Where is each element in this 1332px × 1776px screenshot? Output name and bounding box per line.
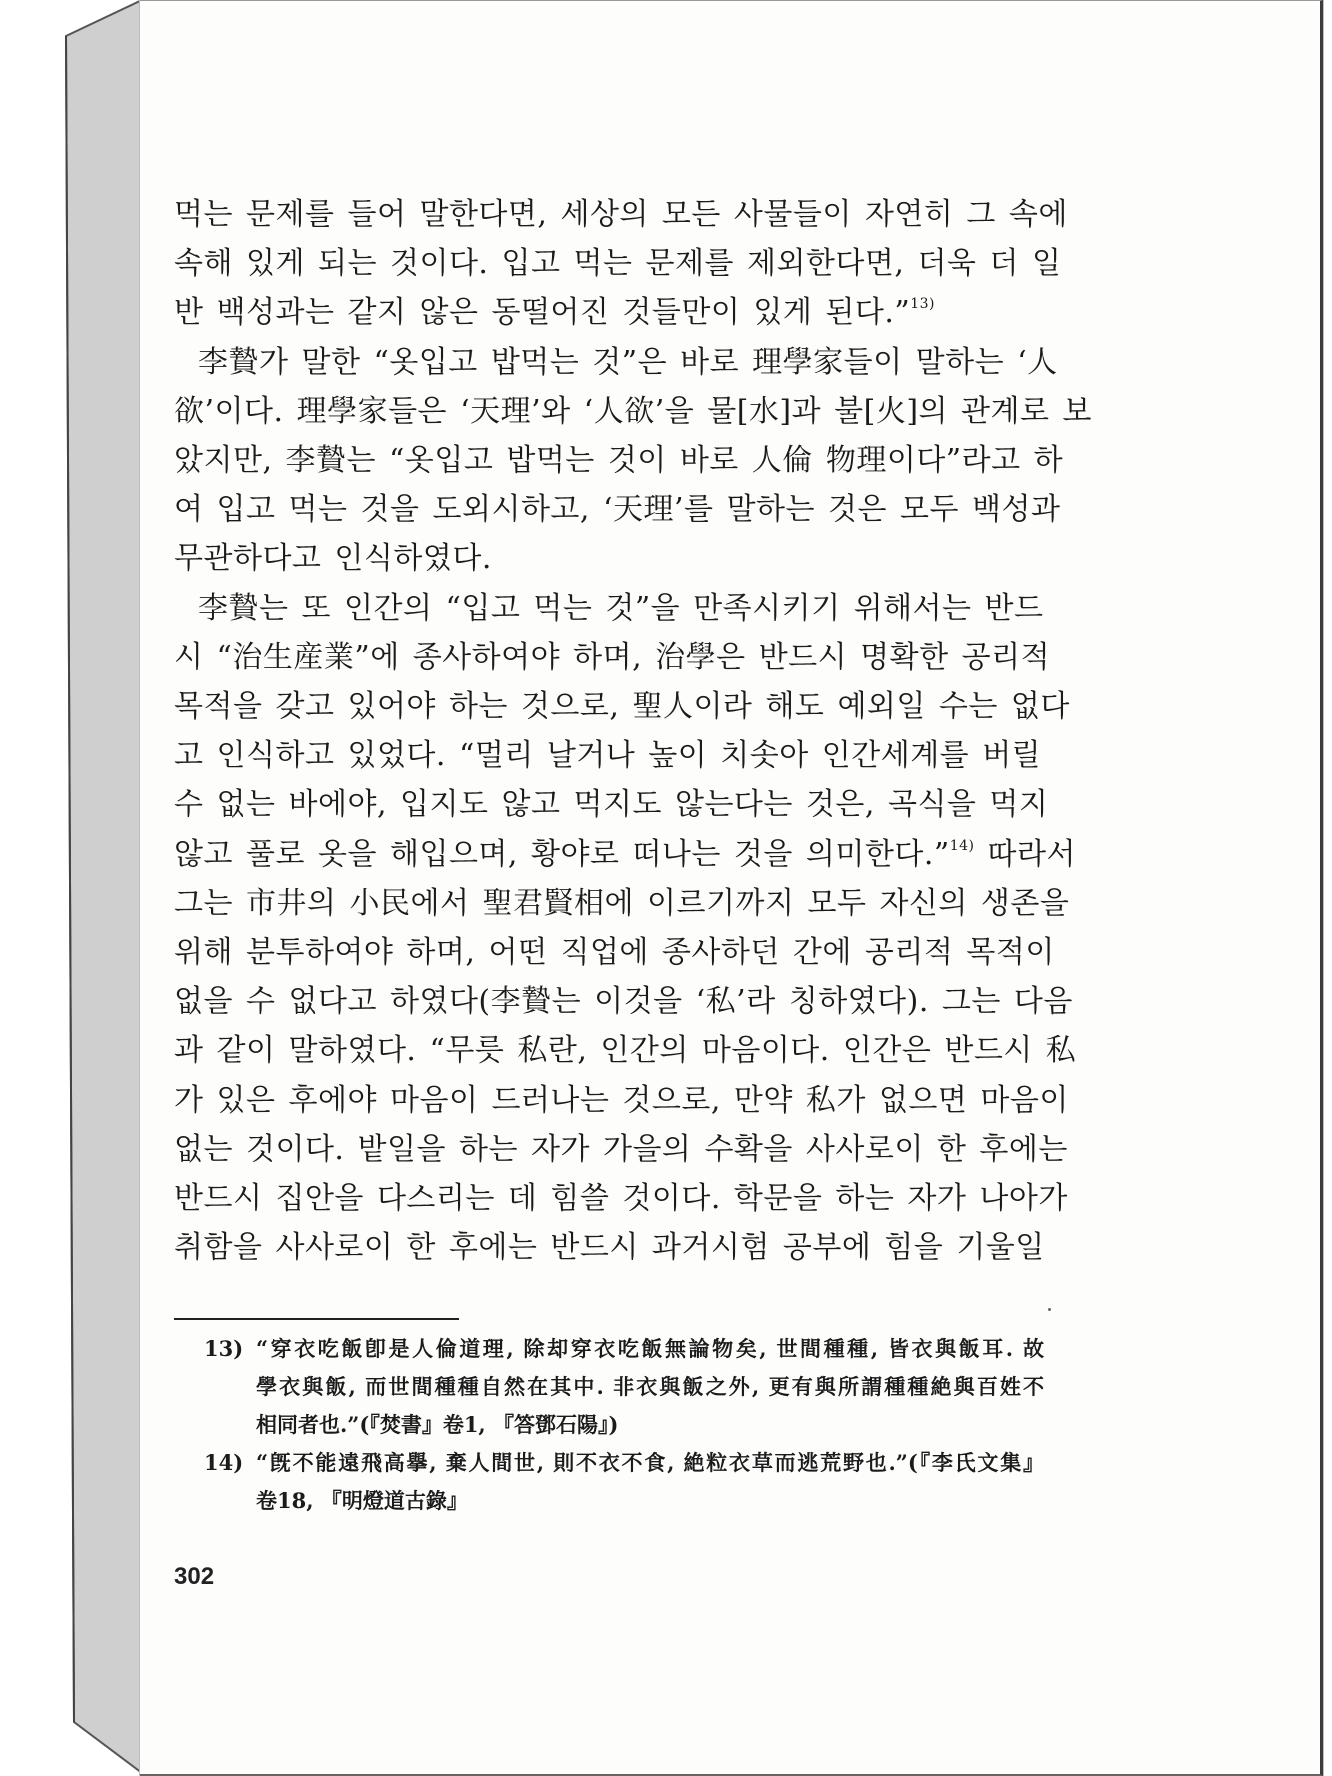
- footnote-14: [204, 1444, 1044, 1520]
- text-line: 먹는 문제를 들어 말한다면, 세상의 모든 사물들이 자연히 그 속에: [174, 197, 1068, 232]
- text-line-continuation: 따라서: [974, 836, 1076, 872]
- footnote-separator: [174, 1318, 459, 1320]
- footnote-line: 學衣與飯, 而世間種種自然在其中. 非衣與飯之外, 更有與所謂種種絶與百姓不: [256, 1374, 1044, 1399]
- text-line: 취함을 사사로이 한 후에는 반드시 과거시험 공부에 힘을 기울일: [174, 1230, 1045, 1266]
- footnote-ref-14[interactable]: 14): [949, 837, 975, 854]
- text-line: 았지만, 李贄는 “옷입고 밥먹는 것이 바로 人倫 物理이다”라고 하: [174, 443, 1064, 479]
- text-line: 李贄가 말한 “옷입고 밥먹는 것”은 바로 理學家들이 말하는 ‘人: [198, 344, 1058, 380]
- page-number: 302: [174, 1563, 215, 1590]
- text-line: 여 입고 먹는 것을 도외시하고, ‘天理’를 말하는 것은 모두 백성과: [174, 492, 1061, 528]
- footnote-line: “穿衣吃飯卽是人倫道理, 除却穿衣吃飯無論物矣, 世間種種, 皆衣與飯耳. 故: [256, 1336, 1044, 1361]
- footnote-line: 相同者也.”(『焚書』卷1, 『答鄧石陽』): [256, 1412, 619, 1437]
- text-line: 시 “治生産業”에 종사하여야 하며, 治學은 반드시 명확한 공리적: [174, 639, 1051, 675]
- text-line: 반드시 집안을 다스리는 데 힘쓸 것이다. 학문을 하는 자가 나아가: [174, 1181, 1068, 1217]
- text-line-content: 반 백성과는 같지 않은 동떨어진 것들만이 있게 된다.”: [174, 295, 911, 331]
- paragraph-2: [174, 338, 1093, 584]
- footnote-number: 14): [204, 1450, 244, 1475]
- text-line: 李贄는 또 인간의 “입고 먹는 것”을 만족시키기 위해서는 반드: [198, 590, 1044, 626]
- footnote-13: [204, 1330, 1044, 1444]
- footnote-number: 13): [204, 1336, 244, 1361]
- text-line: 수 없는 바에야, 입지도 않고 먹지도 않는다는 것은, 곡식을 먹지: [174, 787, 1049, 823]
- text-line: 없을 수 없다고 하였다(李贄는 이것을 ‘私’라 칭하였다). 그는 다음: [174, 984, 1073, 1020]
- text-line: 무관하다고 인식하였다.: [174, 541, 492, 577]
- text-line: 그는 市井의 小民에서 聖君賢相에 이르기까지 모두 자신의 생존을: [174, 885, 1070, 921]
- text-line: 속해 있게 되는 것이다. 입고 먹는 문제를 제외한다면, 더욱 더 일: [174, 246, 1062, 282]
- text-line: [174, 288, 1039, 337]
- text-line: 가 있은 후에야 마음이 드러나는 것으로, 만약 私가 없으면 마음이: [174, 1082, 1069, 1118]
- footnote-ref-13[interactable]: 13): [910, 296, 935, 313]
- book-spine: [0, 0, 145, 1773]
- footnote-line: “旣不能遠飛高擧, 棄人間世, 則不衣不食, 絶粒衣草而逃荒野也.”(『李氏文集』: [256, 1450, 1044, 1475]
- text-line: 없는 것이다. 밭일을 하는 자가 가을의 수확을 사사로이 한 후에는: [174, 1131, 1068, 1167]
- paragraph-3: [174, 584, 1077, 1273]
- page-speck: [1048, 1308, 1051, 1311]
- text-line: 欲’이다. 理學家들은 ‘天理’와 ‘人欲’을 물[水]과 불[火]의 관계로 보: [174, 393, 1093, 429]
- text-line: 고 인식하고 있었다. “멀리 날거나 높이 치솟아 인간세계를 버릴: [174, 738, 1042, 774]
- text-line: 위해 분투하여야 하며, 어떤 직업에 종사하던 간에 공리적 목적이: [174, 935, 1055, 971]
- text-line: 과 같이 말하였다. “무릇 私란, 인간의 마음이다. 인간은 반드시 私: [174, 1033, 1077, 1069]
- footnote-line: 卷18, 『明燈道古錄』: [256, 1488, 468, 1513]
- footnotes: [204, 1330, 1044, 1520]
- paragraph-1: [174, 190, 1068, 338]
- text-line-content: 않고 풀로 옷을 해입으며, 황야로 떠나는 것을 의미한다.”: [174, 836, 950, 872]
- text-line: [174, 830, 1076, 879]
- body-text: [174, 190, 1093, 1272]
- text-line: 목적을 갖고 있어야 하는 것으로, 聖人이라 해도 예외일 수는 없다: [174, 689, 1070, 725]
